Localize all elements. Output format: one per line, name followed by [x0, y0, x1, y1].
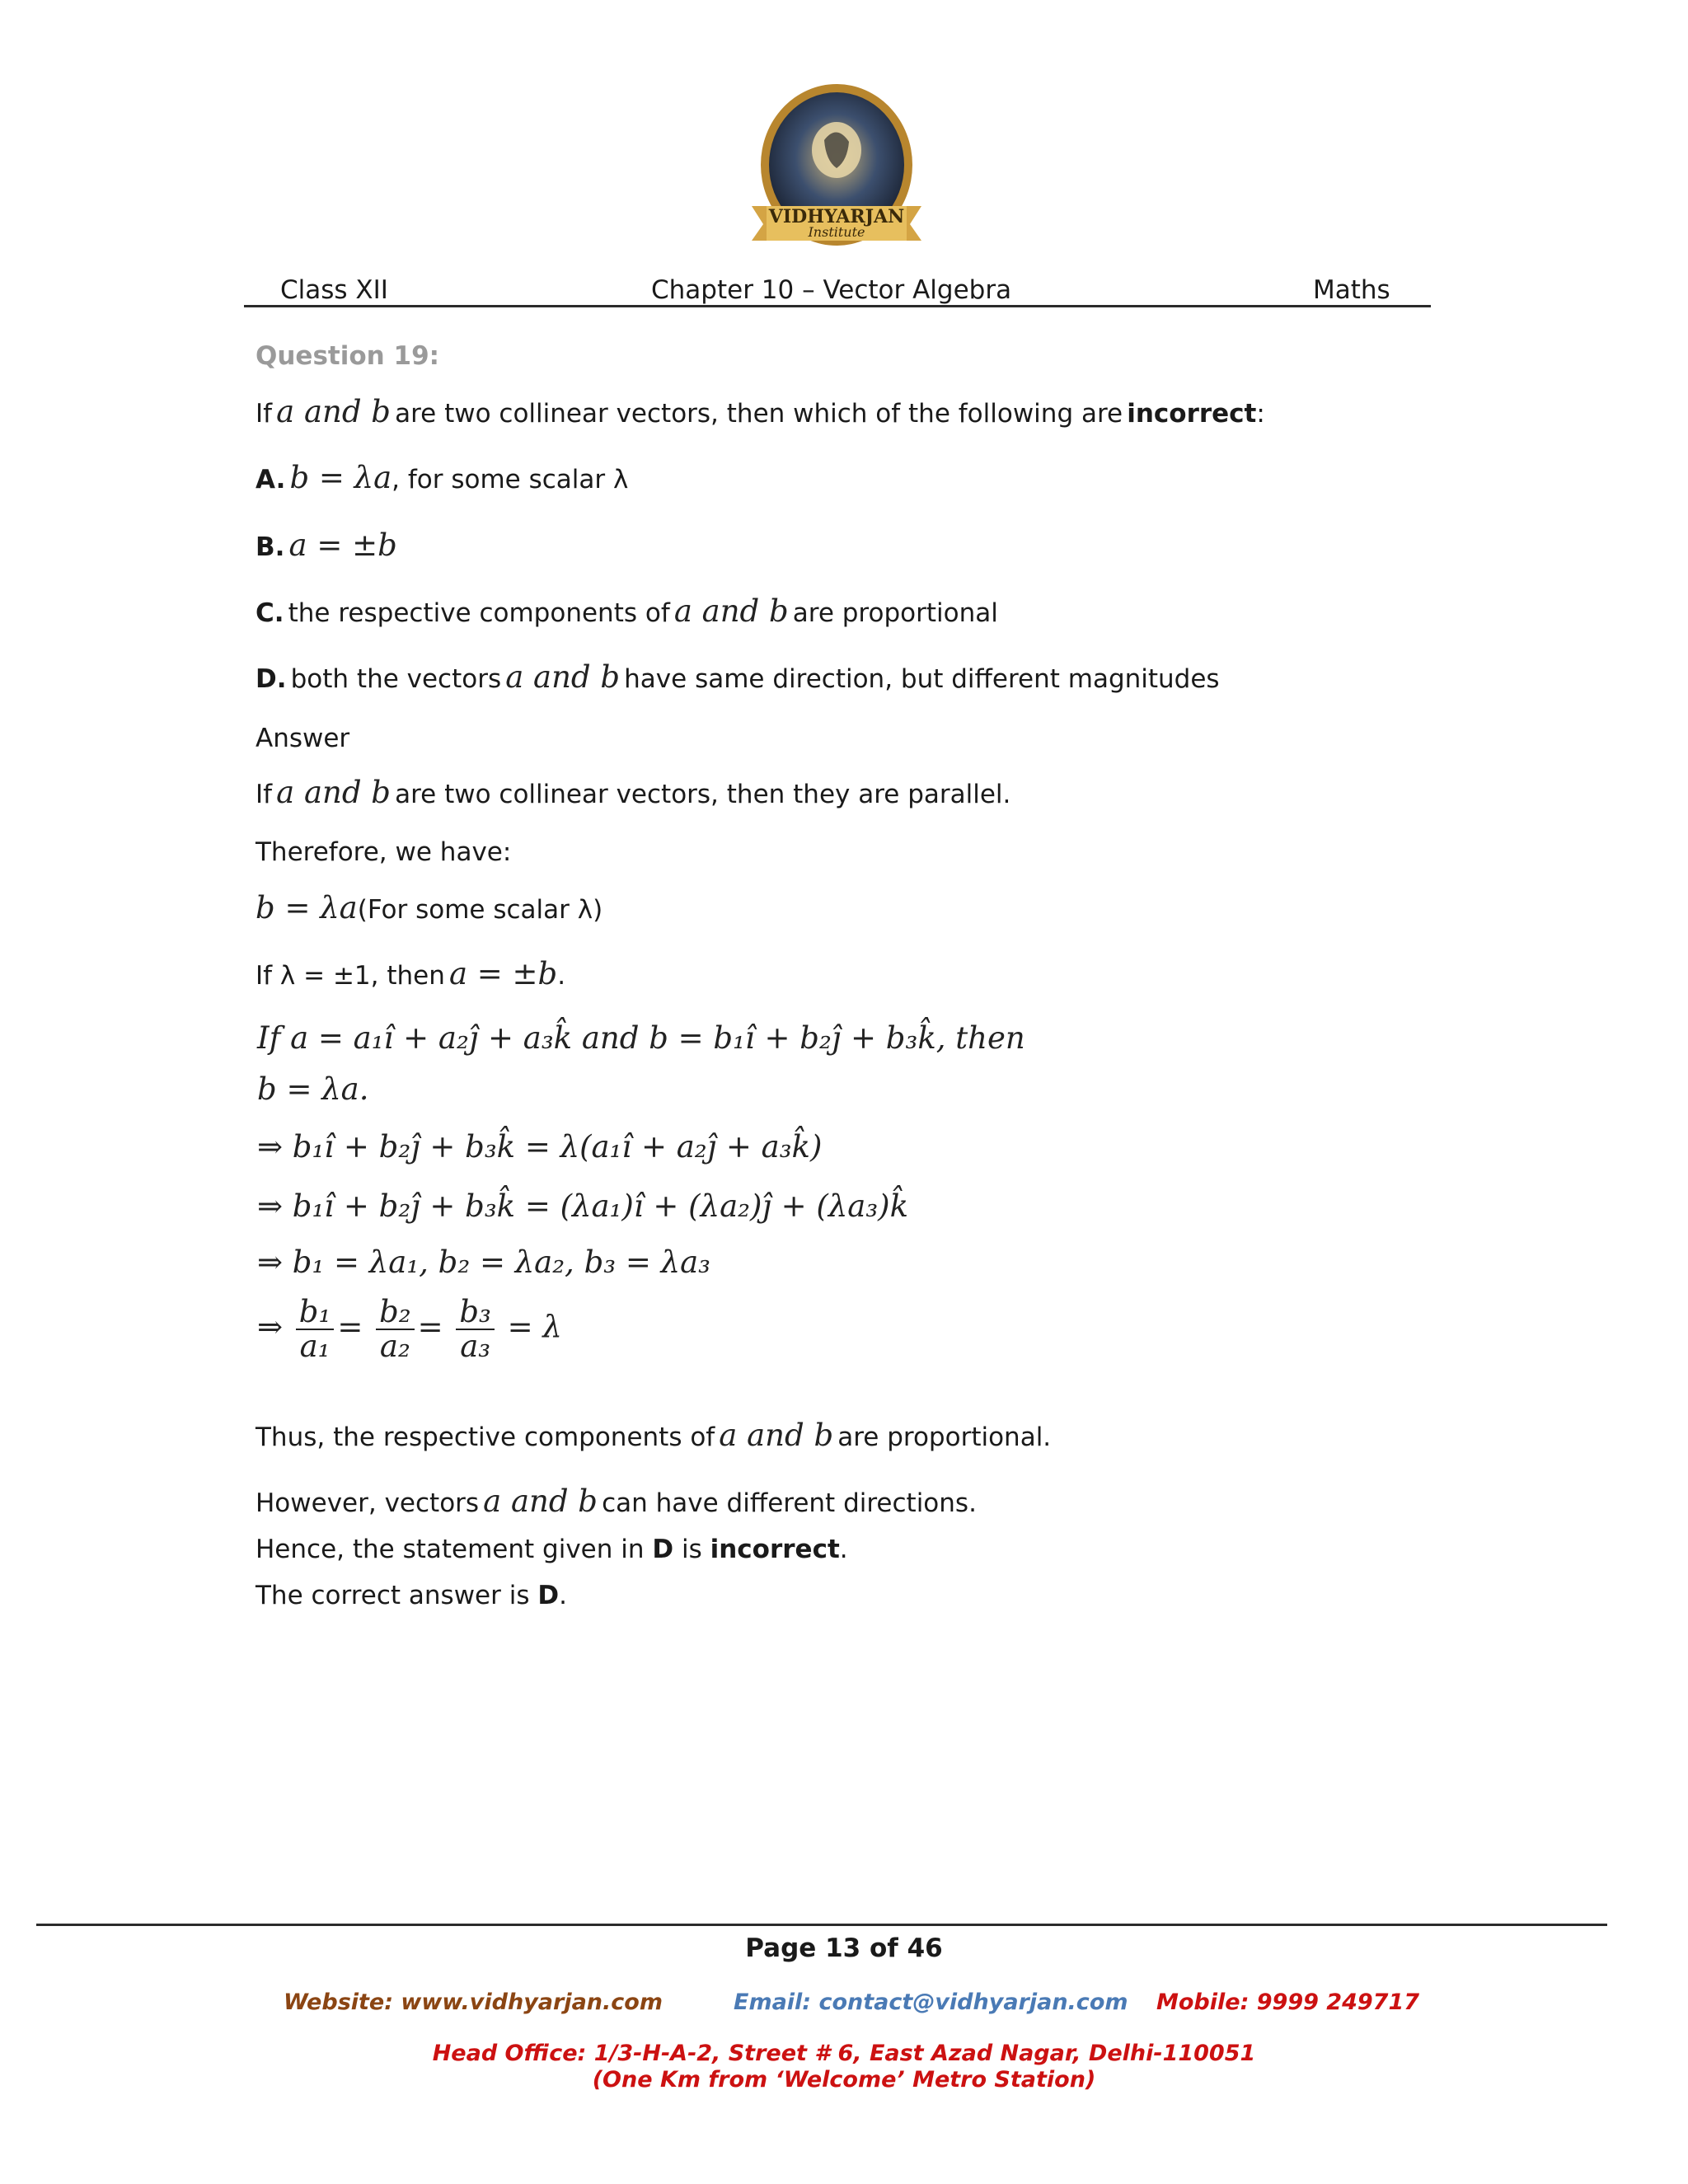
answer-line1: If a and b are two collinear vectors, then they are parallel. — [256, 775, 1011, 810]
question-number: Question 19: — [256, 341, 440, 371]
option-text: have same direction, but different magnitudes — [624, 664, 1220, 694]
option-math: a = ±b — [288, 527, 397, 563]
equation-5: ⇒ b₁ = λa₁, b₂ = λa₂, b₃ = λa₃ — [257, 1244, 710, 1280]
chapter-label: Chapter 10 – Vector Algebra — [651, 275, 1012, 305]
head-office-address: Head Office: 1/3-H-A-2, Street # 6, East Azad Nagar, Delhi-110051 — [432, 2041, 1256, 2066]
option-math: b = λa — [289, 460, 392, 495]
option-pre: the respective components of — [288, 598, 670, 628]
website-link[interactable]: Website: www.vidhyarjan.com — [284, 1990, 663, 2015]
option-letter: C. — [256, 598, 284, 628]
email-link[interactable]: Email: contact@vidhyarjan.com — [734, 1990, 1128, 2015]
equation-6: ⇒ $\frac{\text{b₁}}{\text{a₁}}$ = $\frac{\text{b₂}}{\text{a₂}}$ = $\frac{\text{b₃}}{\text{a₃}}$ = λ — [257, 1294, 562, 1364]
intro-bold: incorrect — [1127, 399, 1257, 429]
option-d — [256, 659, 1220, 696]
intro-rest: are two collinear vectors, then which of the following are — [395, 399, 1123, 429]
answer-label: Answer — [256, 724, 350, 753]
institute-logo — [734, 82, 940, 272]
answer-math: a and b — [276, 775, 391, 810]
answer-thus: Thus, the respective components of a and b are proportional. — [256, 1418, 1052, 1453]
option-c — [256, 593, 998, 630]
equation-3: ⇒ b₁î + b₂ĵ + b₃k̂ = λ(a₁î + a₂ĵ + a₃k̂) — [257, 1129, 823, 1165]
answer-line3: b = λa(For some scalar λ) — [256, 890, 603, 926]
answer-line2: Therefore, we have: — [256, 837, 512, 867]
head-office-note: (One Km from ‘Welcome’ Metro Station) — [592, 2067, 1096, 2093]
option-text: , for some scalar λ — [392, 465, 629, 494]
answer-math: a and b — [483, 1483, 598, 1519]
fraction: $\frac{\text{b₁}}{\text{a₁}}$ — [296, 1296, 335, 1363]
option-pre: both the vectors — [290, 664, 502, 694]
answer-math: b = λa — [256, 890, 358, 926]
logo-text: VIDHYARJAN — [768, 206, 905, 227]
fraction: $\frac{\text{b₃}}{\text{a₃}}$ — [456, 1296, 495, 1363]
option-math: a and b — [673, 593, 789, 629]
subject-label: Maths — [1313, 275, 1390, 305]
option-letter: A. — [256, 465, 286, 494]
page-number: Page 13 of 46 — [745, 1933, 943, 1963]
answer-math: a and b — [719, 1418, 834, 1453]
option-text: are proportional — [792, 598, 998, 628]
option-a — [256, 460, 628, 496]
fraction: $\frac{\text{b₂}}{\text{a₂}}$ — [376, 1296, 415, 1363]
option-b — [256, 527, 397, 564]
equation-4: ⇒ b₁î + b₂ĵ + b₃k̂ = (λa₁)î + (λa₂)ĵ + (λa₃)k̂ — [257, 1188, 909, 1224]
option-letter: D. — [256, 664, 287, 694]
logo-subtext: Institute — [808, 224, 865, 240]
answer-correct: The correct answer is D. — [256, 1581, 567, 1610]
answer-hence: Hence, the statement given in D is incorrect. — [256, 1535, 848, 1564]
header-rule — [244, 305, 1431, 307]
option-letter: B. — [256, 532, 285, 562]
question-intro: If a and b are two collinear vectors, then which of the following are incorrect: — [256, 394, 1265, 429]
intro-vectors: a and b — [276, 394, 391, 429]
answer-line4: If λ = ±1, then a = ±b. — [256, 956, 566, 991]
answer-math: a = ±b — [448, 956, 558, 991]
equation-2: b = λa. — [257, 1071, 369, 1107]
mobile-number: Mobile: 9999 249717 — [1156, 1990, 1420, 2015]
intro-if: If — [256, 399, 273, 429]
answer-however: However, vectors a and b can have different directions. — [256, 1483, 977, 1519]
equation-1: If a = a₁î + a₂ĵ + a₃k̂ and b = b₁î + b₂ĵ + b₃k̂, then — [257, 1020, 1025, 1056]
footer-rule — [36, 1924, 1607, 1926]
class-label: Class XII — [280, 275, 388, 305]
option-math: a and b — [505, 659, 621, 695]
